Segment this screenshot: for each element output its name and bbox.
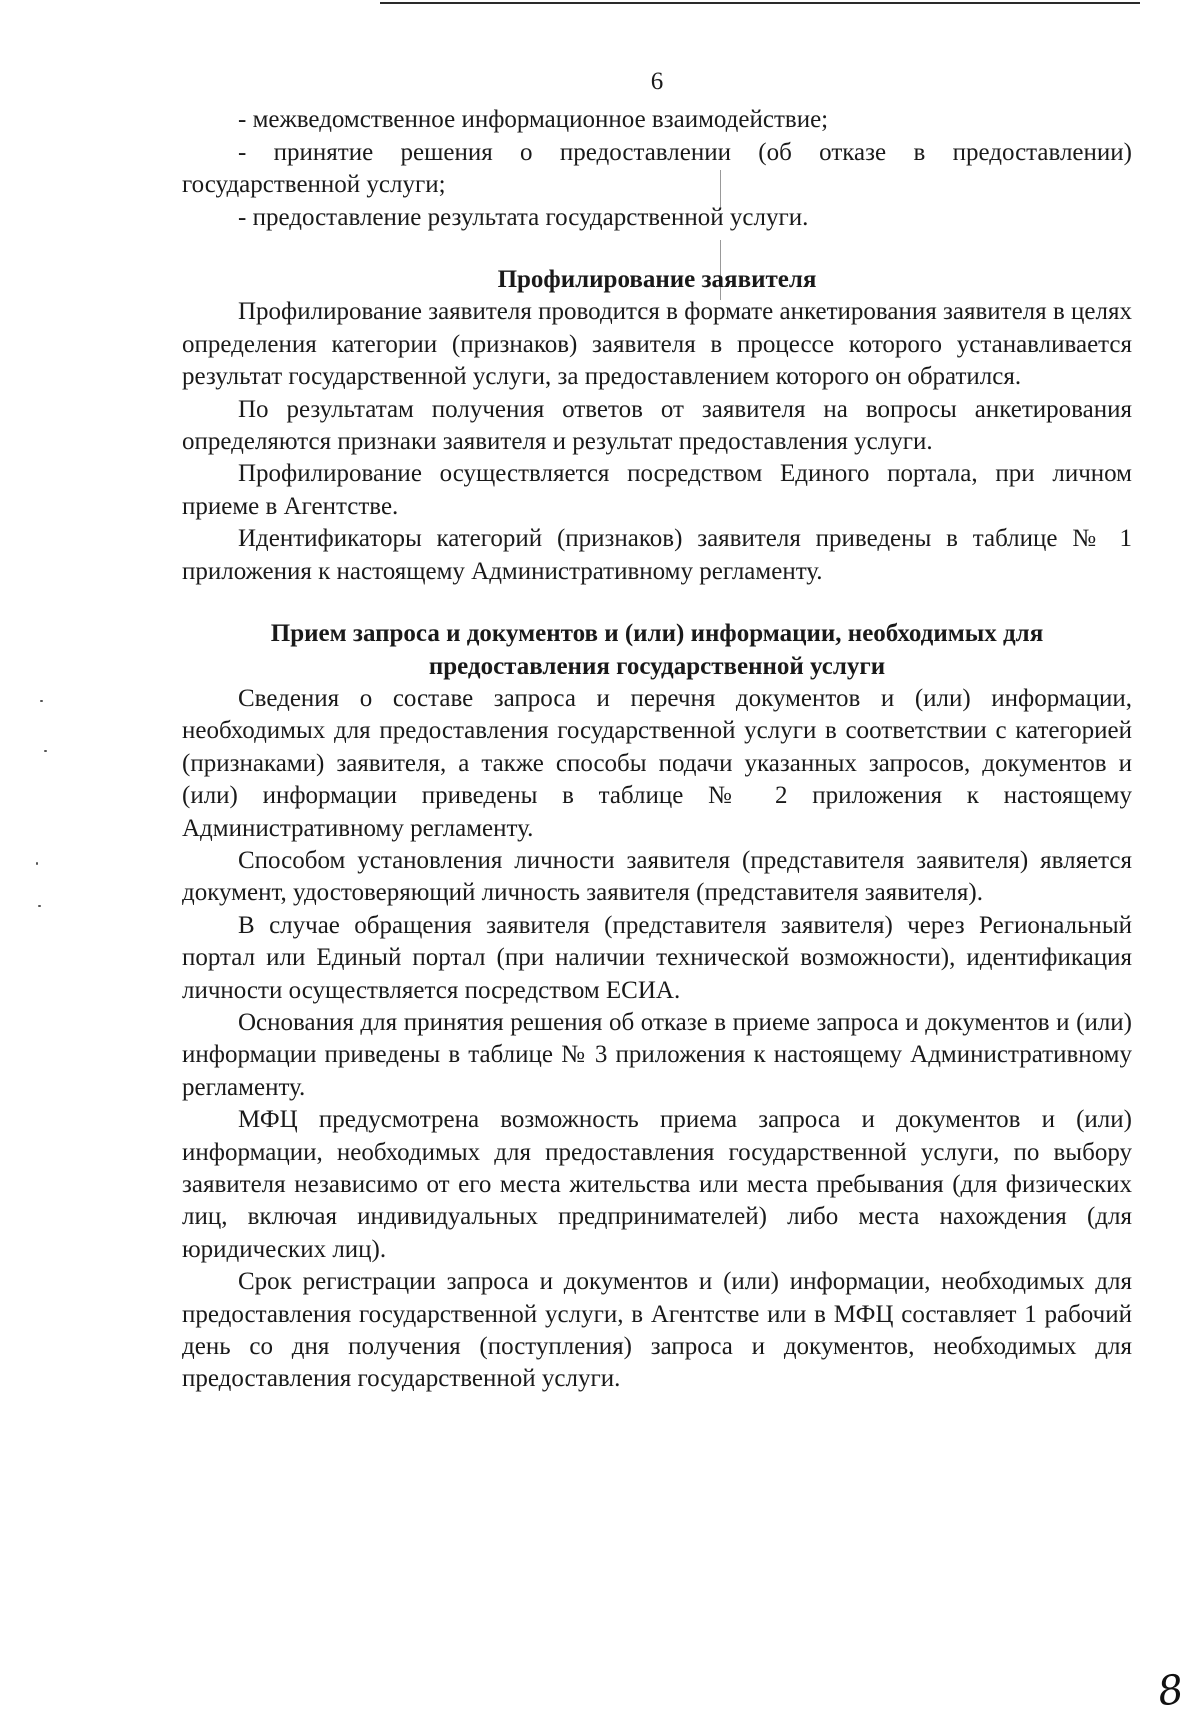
document-page	[182, 66, 1132, 1396]
section-heading-reception: Прием запроса и документов и (или) информации, необходимых для предоставления государственной услуги	[270, 620, 1044, 680]
section-heading-profiling: Профилирование заявителя	[497, 266, 817, 294]
paragraph: Основания для принятия решения об отказе в приеме запроса и документов и (или) информации приведены в таблице № 3 приложения к настоящему Административному регламенту.	[182, 1008, 1132, 1101]
paragraph: Профилирование заявителя проводится в формате анкетирования заявителя в целях определения категории (признаков) заявителя в процессе которого устанавливается результат государственной услуги, за предоставлением которого он обратился.	[182, 298, 1132, 391]
page-number: 6	[650, 68, 664, 95]
handwritten-sheet-number: 8	[1154, 1666, 1187, 1716]
scan-artifact-speck	[38, 905, 41, 907]
scan-artifact-speck	[36, 862, 38, 865]
paragraph: Сведения о составе запроса и перечня документов и (или) информации, необходимых для предоставления государственной услуги в соответствии с категорией (признаками) заявителя, а также способы подачи указанных запросов, документов и (или) информации приведены в таблице № 2 приложения к настоящему Административному регламенту.	[182, 684, 1132, 842]
list-item: - принятие решения о предоставлении (об отказе в предоставлении) государственной услуги;	[182, 138, 1132, 199]
paragraph: Идентификаторы категорий (признаков) заявителя приведены в таблице № 1 приложения к настоящему Административному регламенту.	[182, 525, 1132, 585]
list-item: - межведомственное информационное взаимодействие;	[238, 106, 829, 134]
paragraph: В случае обращения заявителя (представителя заявителя) через Региональный портал или Единый портал (при наличии технической возможности), идентификация личности осуществляется посредством ЕСИА.	[182, 911, 1132, 1004]
paragraph: Профилирование осуществляется посредством Единого портала, при личном приеме в Агентстве.	[182, 460, 1132, 520]
paragraph: По результатам получения ответов от заявителя на вопросы анкетирования определяются признаки заявителя и результат предоставления услуги.	[182, 395, 1132, 456]
list-item: - предоставление результата государственной услуги.	[238, 203, 809, 231]
paragraph: Способом установления личности заявителя (представителя заявителя) является документ, удостоверяющий личность заявителя (представителя заявителя).	[182, 846, 1132, 907]
scan-top-border	[380, 2, 1140, 4]
spacer	[182, 234, 1132, 264]
spacer	[182, 588, 1132, 618]
paragraph: Срок регистрации запроса и документов и (или) информации, необходимых для предоставления государственной услуги, в Агентстве или в МФЦ составляет 1 рабочий день со дня получения (поступления) запроса и документов, необходимых для предоставления государственной услуги.	[182, 1268, 1132, 1393]
scan-artifact-speck	[40, 700, 43, 702]
scan-artifact-speck	[44, 750, 47, 752]
paragraph: МФЦ предусмотрена возможность приема запроса и документов и (или) информации, необходимых для предоставления государственной услуги, по выбору заявителя независимо от его места жительства или места пребывания (для физических лиц, включая индивидуальных предпринимателей) либо места нахождения (для юридических лиц).	[182, 1106, 1132, 1263]
